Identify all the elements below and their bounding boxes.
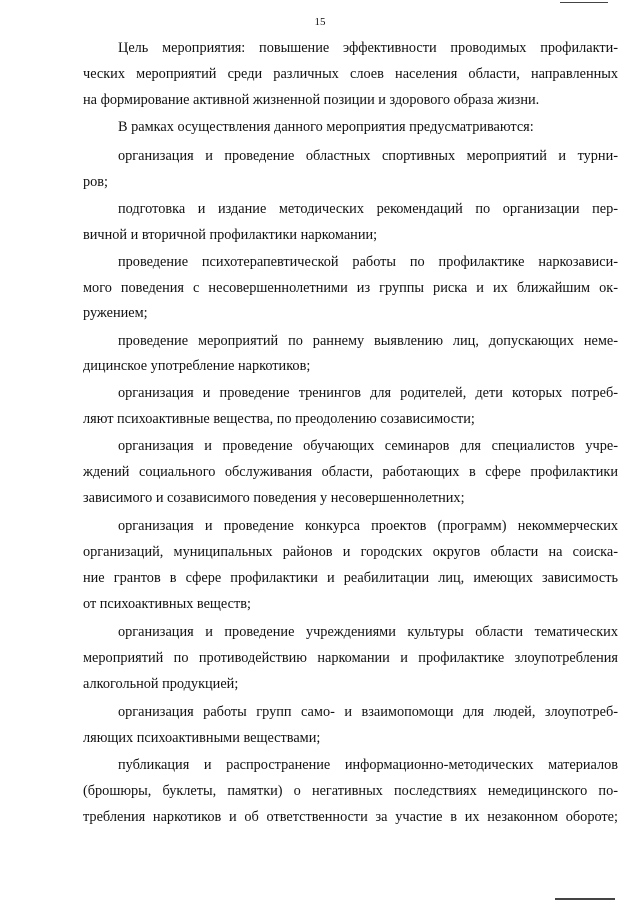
text-line: требления наркотиков и об ответственности за участие в их незаконном обороте; [83,809,618,825]
text-line: организация работы групп само- и взаимопомощи для людей, злоупотреб- [118,704,618,720]
text-line: ружением; [83,305,148,321]
scan-mark-bottom [555,898,615,900]
text-line: организация и проведение конкурса проектов (программ) некоммерческих [118,518,618,534]
text-line: алкогольной продукцией; [83,676,239,692]
text-line: В рамках осуществления данного мероприятия предусматриваются: [118,119,534,135]
scan-mark-top [560,2,608,3]
text-line: мероприятий по противодействию наркомании и профилактике злоупотребления [83,650,618,666]
text-line: ческих мероприятий среди различных слоев населения области, направленных [83,66,618,82]
text-line: организация и проведение областных спортивных мероприятий и турни- [118,148,618,164]
text-line: от психоактивных веществ; [83,596,251,612]
text-line: ние грантов в сфере профилактики и реабилитации лиц, имеющих зависимость [83,570,618,586]
text-line: публикация и распространение информационно-методических материалов [118,757,618,773]
text-line: на формирование активной жизненной позиции и здорового образа жизни. [83,92,540,108]
text-line: организация и проведение тренингов для родителей, дети которых потреб- [118,385,618,401]
page-number: 15 [314,16,326,28]
text-line: ляющих психоактивными веществами; [83,730,321,746]
text-line: ров; [83,174,109,190]
text-line: подготовка и издание методических рекомендаций по организации пер- [118,201,618,217]
text-line: вичной и вторичной профилактики наркомании; [83,227,378,243]
text-line: Цель мероприятия: повышение эффективности проводимых профилакти- [118,40,618,56]
text-line: ждений социального обслуживания области, работающих в сфере профилактики [83,464,618,480]
text-line: организаций, муниципальных районов и городских округов области на соиска- [83,544,618,560]
text-line: организация и проведение обучающих семинаров для специалистов учре- [118,438,618,454]
text-line: ляют психоактивные вещества, по преодолению созависимости; [83,411,475,427]
text-line: организация и проведение учреждениями культуры области тематических [118,624,618,640]
text-line: зависимого и созависимого поведения у несовершеннолетних; [83,490,465,506]
text-line: мого поведения с несовершеннолетними из группы риска и их ближайшим ок- [83,280,618,296]
text-line: (брошюры, буклеты, памятки) о негативных последствиях немедицинского по- [83,783,618,799]
text-line: проведение психотерапевтической работы по профилактике наркозависи- [118,254,618,270]
text-line: дицинское употребление наркотиков; [83,358,311,374]
text-line: проведение мероприятий по раннему выявлению лиц, допускающих неме- [118,333,618,349]
